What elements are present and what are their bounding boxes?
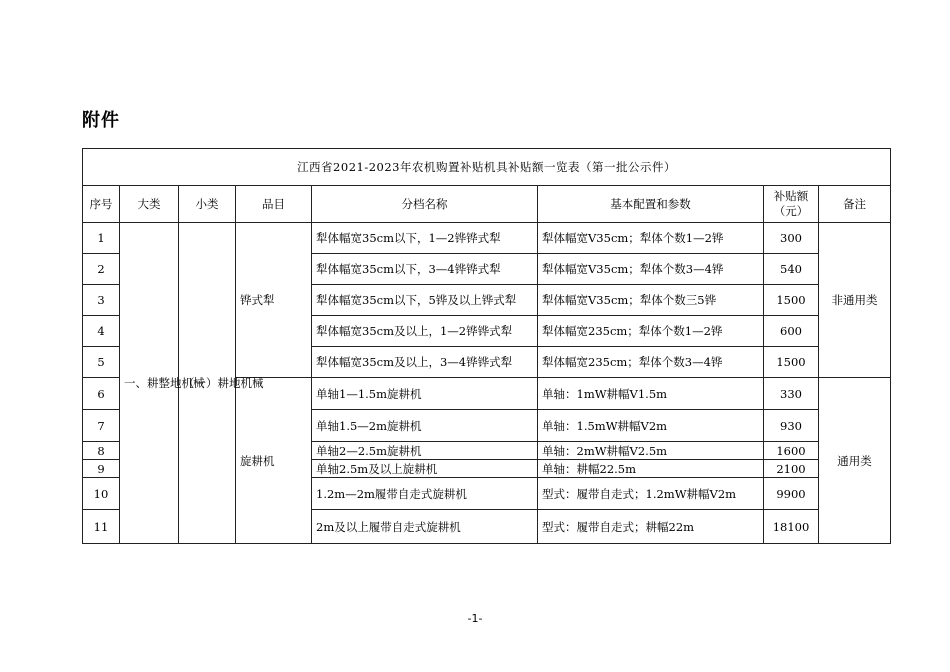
tier-cell: 单轴2.5m及以上旋耕机 xyxy=(312,460,538,478)
item-cell-plow: 铧式犁 xyxy=(236,223,312,378)
config-cell: 型式：履带自走式；1.2mW耕幅V2m xyxy=(538,478,764,510)
tier-cell: 犁体幅宽35cm及以上，1—2铧铧式犁 xyxy=(312,316,538,347)
header-note: 备注 xyxy=(819,186,891,223)
tier-cell: 单轴1—1.5m旋耕机 xyxy=(312,378,538,410)
tier-cell: 犁体幅宽35cm以下，3—4铧铧式犁 xyxy=(312,254,538,285)
page-number: -1- xyxy=(467,612,483,625)
config-cell: 单轴：1.5mW耕幅V2m xyxy=(538,410,764,442)
subsidy-cell: 300 xyxy=(764,223,819,254)
header-row xyxy=(83,186,891,223)
seq-cell: 11 xyxy=(83,510,120,544)
subsidy-cell: 930 xyxy=(764,410,819,442)
header-subsidy xyxy=(764,186,819,223)
tier-cell: 犁体幅宽35cm及以上，3—4铧铧式犁 xyxy=(312,347,538,378)
tier-cell: 单轴2—2.5m旋耕机 xyxy=(312,442,538,460)
config-cell: 单轴：耕幅22.5m xyxy=(538,460,764,478)
header-subsidy-line2: （元） xyxy=(773,204,809,218)
seq-cell: 4 xyxy=(83,316,120,347)
seq-cell: 8 xyxy=(83,442,120,460)
config-cell: 型式：履带自走式；耕幅22m xyxy=(538,510,764,544)
config-cell: 犁体幅宽235cm；犁体个数3—4铧 xyxy=(538,347,764,378)
seq-cell: 10 xyxy=(83,478,120,510)
major-category-cell: 一、耕整地机械 xyxy=(120,223,179,544)
minor-category-cell: （一）耕地机械 xyxy=(179,223,236,544)
subsidy-cell: 1500 xyxy=(764,285,819,316)
attachment-heading: 附件 xyxy=(82,110,120,131)
header-config: 基本配置和参数 xyxy=(538,186,764,223)
subsidy-cell: 330 xyxy=(764,378,819,410)
subsidy-cell: 2100 xyxy=(764,460,819,478)
subsidy-cell: 18100 xyxy=(764,510,819,544)
tier-cell: 1.2m—2m履带自走式旋耕机 xyxy=(312,478,538,510)
config-cell: 犁体幅宽235cm；犁体个数1—2铧 xyxy=(538,316,764,347)
subsidy-cell: 540 xyxy=(764,254,819,285)
subsidy-cell: 1600 xyxy=(764,442,819,460)
seq-cell: 2 xyxy=(83,254,120,285)
config-cell: 单轴：2mW耕幅V2.5m xyxy=(538,442,764,460)
note-cell-general: 通用类 xyxy=(819,378,891,544)
seq-cell: 6 xyxy=(83,378,120,410)
tier-cell: 犁体幅宽35cm以下，1—2铧铧式犁 xyxy=(312,223,538,254)
tier-cell: 2m及以上履带自走式旋耕机 xyxy=(312,510,538,544)
subsidy-cell: 600 xyxy=(764,316,819,347)
config-cell: 犁体幅宽V35cm；犁体个数3—4铧 xyxy=(538,254,764,285)
table-title: 江西省2021-2023年农机购置补贴机具补贴额一览表（第一批公示件） xyxy=(83,149,891,186)
subsidy-table xyxy=(82,148,891,544)
header-seq: 序号 xyxy=(83,186,120,223)
seq-cell: 7 xyxy=(83,410,120,442)
subsidy-cell: 9900 xyxy=(764,478,819,510)
header-subsidy-line1: 补贴额 xyxy=(773,189,809,203)
note-cell-nongeneral: 非通用类 xyxy=(819,223,891,378)
config-cell: 单轴：1mW耕幅V1.5m xyxy=(538,378,764,410)
header-major: 大类 xyxy=(120,186,179,223)
seq-cell: 5 xyxy=(83,347,120,378)
config-cell: 犁体幅宽V35cm；犁体个数1—2铧 xyxy=(538,223,764,254)
item-cell-rotary: 旋耕机 xyxy=(236,378,312,544)
config-cell: 犁体幅宽V35cm；犁体个数三5铧 xyxy=(538,285,764,316)
seq-cell: 1 xyxy=(83,223,120,254)
tier-cell: 犁体幅宽35cm以下，5铧及以上铧式犁 xyxy=(312,285,538,316)
table-row xyxy=(83,223,891,254)
seq-cell: 9 xyxy=(83,460,120,478)
header-tier: 分档名称 xyxy=(312,186,538,223)
subsidy-cell: 1500 xyxy=(764,347,819,378)
header-item: 品目 xyxy=(236,186,312,223)
tier-cell: 单轴1.5—2m旋耕机 xyxy=(312,410,538,442)
header-minor: 小类 xyxy=(179,186,236,223)
seq-cell: 3 xyxy=(83,285,120,316)
